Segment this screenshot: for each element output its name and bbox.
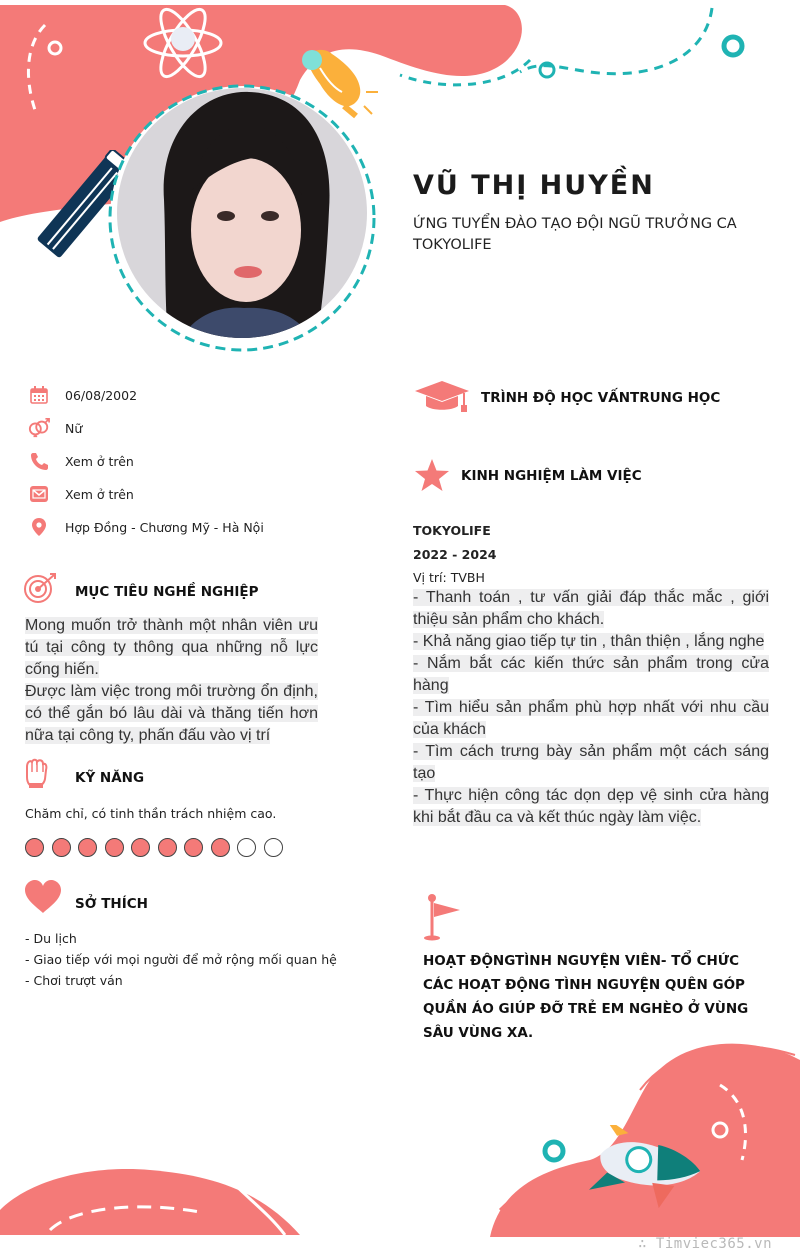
rating-dot-filled: [184, 838, 203, 857]
objective-line-1: Mong muốn trở thành một nhân viên ưu tú tại công ty thông qua những nỗ lực cống hiến.: [25, 617, 318, 678]
education-title: TRÌNH ĐỘ HỌC VẤNTRUNG HỌC: [481, 390, 721, 406]
activity-text: HOẠT ĐỘNGTÌNH NGUYỆN VIÊN- TỔ CHỨC CÁC HOẠT ĐỘNG TÌNH NGUYỆN QUÊN GÓP QUẦN ÁO GIÚP ĐỠ TRẺ EM NGHÈO Ở VÙNG SÂU VÙNG XA.: [423, 953, 749, 1041]
heart-icon: [24, 880, 62, 914]
contact-email: [28, 482, 134, 506]
list-item: - Du lịch: [25, 931, 77, 946]
birthday-value: 06/08/2002: [65, 387, 138, 403]
fist-icon: [24, 757, 48, 789]
experience-position: Vị trí: TVBH: [413, 570, 485, 585]
rating-dot-filled: [25, 838, 44, 857]
watermark: ∴ Timviec365.vn: [638, 1236, 772, 1252]
flag-icon: [420, 893, 464, 941]
skills-title: KỸ NĂNG: [75, 770, 145, 786]
phone-value: Xem ở trên: [65, 453, 134, 469]
hobby-list: [25, 928, 337, 991]
rating-dot-filled: [211, 838, 230, 857]
list-item: - Chơi trượt ván: [25, 973, 123, 988]
skill-item: Chăm chỉ, có tinh thần trách nhiệm cao.: [25, 806, 277, 821]
list-item: - Thực hiện công tác dọn dẹp vệ sinh cửa hàng khi bắt đầu ca và kết thúc ngày làm việc.: [413, 787, 769, 826]
calendar-icon: [28, 384, 50, 406]
target-icon: [24, 572, 58, 604]
list-item: - Tìm cách trưng bày sản phẩm một cách sáng tạo: [413, 743, 769, 782]
list-item: - Nắm bắt các kiến thức sản phẩm trong cửa hàng: [413, 655, 769, 694]
experience-period: 2022 - 2024: [413, 547, 497, 562]
gender-icon: [28, 417, 50, 439]
experience-company: TOKYOLIFE: [413, 523, 491, 538]
email-value: Xem ở trên: [65, 486, 134, 502]
rating-dot-filled: [52, 838, 71, 857]
objective-text: [25, 615, 318, 747]
contact-address: [28, 515, 264, 539]
gender-value: Nữ: [65, 420, 83, 436]
job-title: ỨNG TUYỂN ĐÀO TẠO ĐỘI NGŨ TRƯỞNG CA TOKYOLIFE: [413, 216, 737, 253]
rating-dot-empty: [264, 838, 283, 857]
footer-blob-left: [0, 1140, 320, 1235]
candidate-name: VŨ THỊ HUYỀN: [413, 170, 655, 201]
list-item: - Tìm hiểu sản phẩm phù hợp nhất với nhu cầu của khách: [413, 699, 769, 738]
atom-icon: [140, 2, 226, 84]
objective-title: MỤC TIÊU NGHỀ NGHIỆP: [75, 584, 259, 600]
rocket-icon: [538, 1125, 718, 1215]
graduation-cap-icon: [414, 380, 470, 414]
rating-dot-filled: [131, 838, 150, 857]
contact-birthday: [28, 383, 137, 407]
objective-line-2: Được làm việc trong môi trường ổn định, có thể gắn bó lâu dài và thăng tiến hơn nữa tại công ty, phấn đấu vào vị trí: [25, 683, 318, 744]
list-item: - Khả năng giao tiếp tự tin , thân thiện , lắng nghe: [413, 633, 765, 650]
rating-dot-filled: [158, 838, 177, 857]
phone-icon: [28, 450, 50, 472]
hobbies-title: SỞ THÍCH: [75, 896, 148, 912]
mail-icon: [28, 483, 50, 505]
contact-phone: [28, 449, 134, 473]
list-item: - Thanh toán , tư vấn giải đáp thắc mắc , giới thiệu sản phẩm cho khách.: [413, 589, 769, 628]
experience-duties: [413, 587, 769, 829]
star-icon: [414, 458, 450, 492]
experience-title: KINH NGHIỆM LÀM VIỆC: [461, 468, 642, 484]
avatar: [104, 80, 380, 356]
rating-dot-empty: [237, 838, 256, 857]
skill-rating: [25, 838, 283, 857]
list-item: - Giao tiếp với mọi người để mở rộng mối quan hệ: [25, 952, 337, 967]
address-value: Hợp Đồng - Chương Mỹ - Hà Nội: [65, 519, 264, 535]
rating-dot-filled: [78, 838, 97, 857]
rating-dot-filled: [105, 838, 124, 857]
location-icon: [28, 516, 50, 538]
contact-gender: [28, 416, 82, 440]
